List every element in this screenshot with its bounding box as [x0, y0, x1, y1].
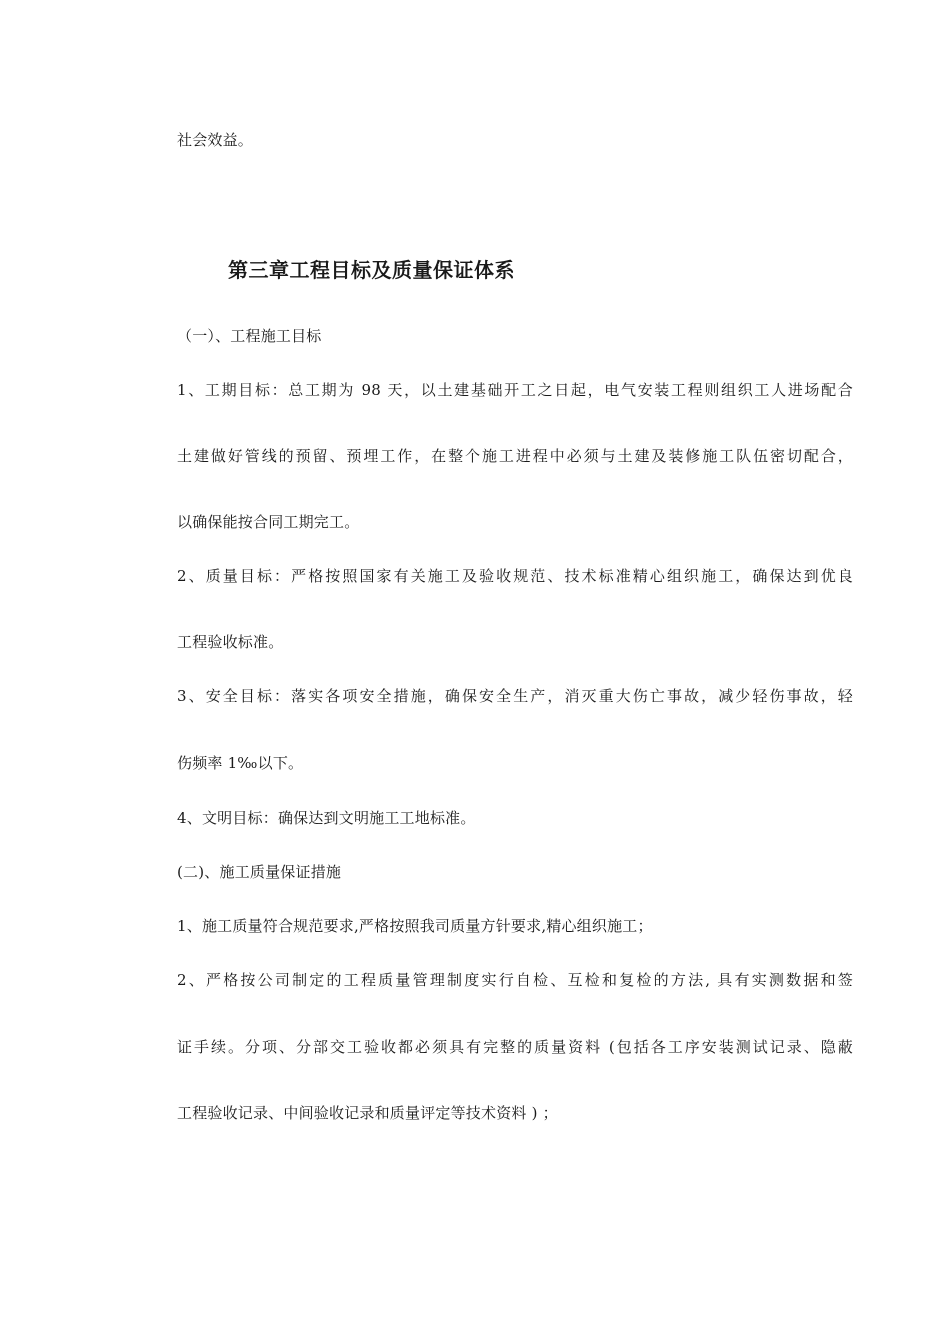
paragraph-line: 工程验收记录、中间验收记录和质量评定等技术资料 ) ；: [177, 1104, 558, 1122]
paragraph-line: 4、文明目标：确保达到文明施工工地标准。: [177, 809, 476, 827]
paragraph-line: 1、工期目标：总工期为 98 天，以土建基础开工之日起，电气安装工程则组织工人进场配合: [177, 381, 853, 399]
paragraph-line: 工程验收标准。: [177, 633, 284, 651]
paragraph-line: 3、安全目标：落实各项安全措施，确保安全生产，消灭重大伤亡事故，减少轻伤事故，轻: [177, 687, 853, 705]
paragraph-line: 以确保能按合同工期完工。: [177, 513, 360, 531]
paragraph-line: 2、质量目标：严格按照国家有关施工及验收规范、技术标准精心组织施工，确保达到优良: [177, 567, 853, 585]
paragraph-line: 1、施工质量符合规范要求,严格按照我司质量方针要求,精心组织施工；: [177, 917, 653, 935]
paragraph-line: 伤频率 1‰以下。: [177, 754, 304, 772]
carryover-text: 社会效益。: [177, 131, 254, 149]
section-heading-2: (二)、施工质量保证措施: [177, 863, 342, 881]
chapter-title: 第三章工程目标及质量保证体系: [228, 258, 515, 282]
paragraph-line: 证手续。分项、分部交工验收都必须具有完整的质量资料 (包括各工序安装测试记录、隐蔽: [177, 1038, 853, 1056]
paragraph-line: 2、严格按公司制定的工程质量管理制度实行自检、互检和复检的方法, 具有实测数据和签: [177, 971, 853, 989]
section-heading-1: （一）、工程施工目标: [177, 327, 322, 345]
paragraph-line: 土建做好管线的预留、预埋工作，在整个施工进程中必须与土建及装修施工队伍密切配合，: [177, 447, 853, 465]
